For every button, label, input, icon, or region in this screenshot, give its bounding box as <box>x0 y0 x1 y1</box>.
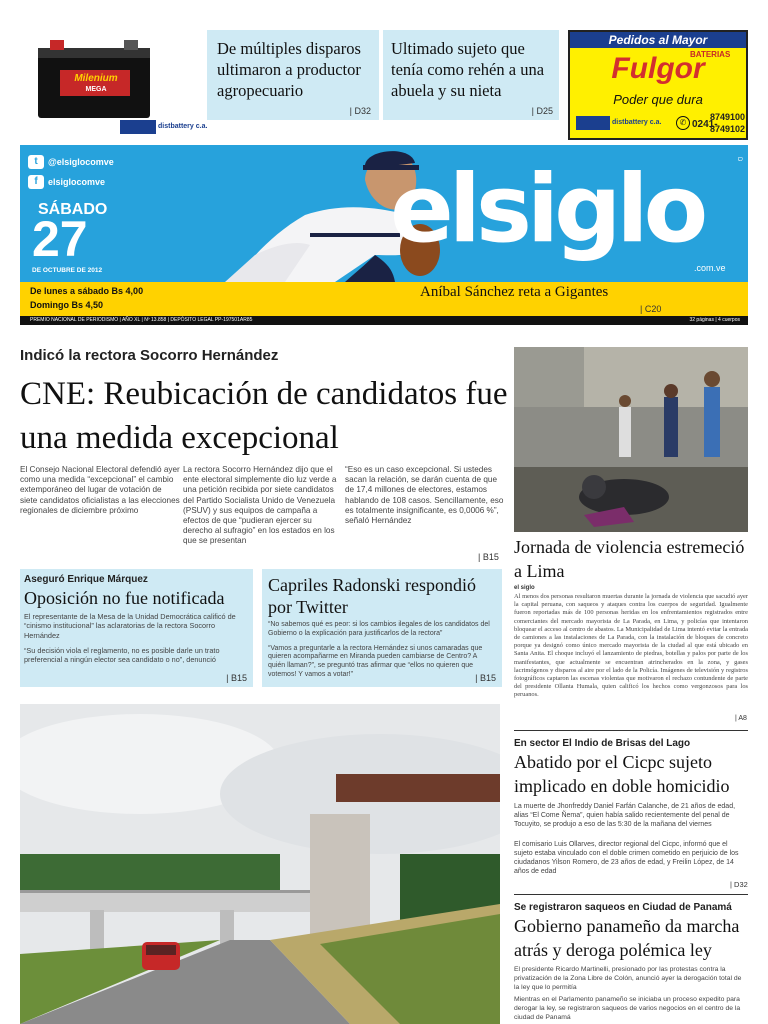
price-sunday: Bs 4,50 <box>71 300 104 310</box>
price-weekday-label: De lunes a sábado <box>30 286 110 296</box>
distbattery-logo <box>576 116 610 130</box>
price-weekday: Bs 4,00 <box>111 286 144 296</box>
fulgor-distributor: distbattery c.a. <box>612 119 662 126</box>
sports-ref: | C20 <box>640 304 662 314</box>
opposition-panel[interactable] <box>20 569 253 687</box>
fulgor-phone-2: 8749102 <box>710 124 746 134</box>
fulgor-brand-sub: BATERIAS <box>690 50 731 59</box>
battery-distributor: distbattery c.a. <box>158 123 208 130</box>
sports-headline[interactable]: Aníbal Sánchez reta a Gigantes <box>420 284 609 300</box>
cicpc-p2: El comisario Luis Ollarves, director regional del Cicpc, informó que el sujeto estaba vinculado con el doble crimen cometido en perjuicio de los ciudadanos Yilson Romero, de 23 años de edad, y Freilin López, de 14 años de edad <box>514 841 739 875</box>
day-number: 27 <box>32 211 88 267</box>
fulgor-phone-1: 8749100 <box>710 112 746 122</box>
black-band <box>20 316 748 325</box>
twitter-handle[interactable]: @elsiglocomve <box>48 157 114 167</box>
opposition-p2: “Su decisión viola el reglamento, no es posible darle un trato preferencial a ningún elector sea candidato o no”, denunció <box>24 645 220 665</box>
lima-ref: | A8 <box>735 715 747 722</box>
main-kicker: Indicó la rectora Socorro Hernández <box>20 347 279 364</box>
fulgor-ad[interactable] <box>568 30 748 140</box>
footer-right: 32 páginas | 4 cuerpos <box>689 317 740 323</box>
battery-sub: MEGA <box>85 86 107 93</box>
battery-brand: Milenium <box>74 73 118 84</box>
lima-title[interactable]: Jornada de violencia estremeció a Lima <box>514 537 745 581</box>
elsiglo-logo: elsiglo <box>390 155 704 264</box>
capriles-title: Capriles Radonski respondió por Twitter <box>268 575 476 617</box>
cicpc-kicker: En sector El Indio de Brisas del Lago <box>514 738 691 749</box>
facebook-icon: f <box>28 175 44 189</box>
opposition-p1: El representante de la Mesa de la Unidad Democrática calificó de “cinismo institucional” las aclaratorias de la rectora Socorro Hernández <box>24 612 236 640</box>
capriles-p1: “No sabemos qué es peor: si los cambios ilegales de los candidatos del Gobierno o la explicación para justificarlos de la rectora” <box>268 621 490 637</box>
teaser-rehen[interactable] <box>383 30 559 120</box>
lima-riot-photo <box>514 347 748 532</box>
cicpc-ref: | D32 <box>730 880 748 889</box>
cap-letter: D <box>736 157 742 162</box>
teaser-ref: | D25 <box>531 106 553 116</box>
lima-byline: el siglo <box>514 585 535 591</box>
teaser-productor[interactable] <box>207 30 379 120</box>
teaser-title: Ultimado sujeto que tenía como rehén a una abuela y su nieta <box>391 39 545 100</box>
capriles-ref: | B15 <box>475 673 496 683</box>
lima-body: Al menos dos personas resultaron muertas durante la jornada de violencia que sacudió ayer la capital peruana, con saqueos y ataques contra los cuerpos de seguridad. Igualmente fueron reportadas más de 100 personas heridas en los enfrentamientos registrados entre comerciantes del mercado mayorista de La Parada, en Lima, y policías que intentaron bloquear el acceso al centro de abastos. La Municipalidad de Lima intentó evitar la entrada de camiones a las instalaciones de La Parada, con la instalación de bloques de concreto porque ya designó como único mercado mayorista de la ciudad al que está ubicado en Santa Anita. El choque incluyó el lanzamiento de piedras, botellas y palos por parte de los manifestantes, que actualmente se encuentran atrincherados en la zona, y gases lacrimógenos y disparos al aire por el lado de la Policía. Imágenes de televisión y registros fotográficos captaron las escenas violentas que motivaron el rechazo contundente de parte del presidente Ollanta Humala, quien calificó los hechos como vergonzosos para los peruanos. <box>514 593 748 699</box>
capriles-p2: “Vamos a preguntarle a la rectora Hernández si unos camaradas que quieren acompañarme en Miranda pueden cambiarse de Centro? A quién llaman?”, se preguntó tras afirmar que “ellos no quieren que votemos! Y vamos a votar!” <box>268 644 483 678</box>
capriles-panel[interactable] <box>262 569 502 687</box>
twitter-icon: t <box>28 155 44 169</box>
highway-bridge-photo <box>20 704 500 1024</box>
main-col-2: La rectora Socorro Hernández dijo que el ente electoral simplemente dio luz verde a una petición recibida por siete candidatos del Partido Socialista Unido de Venezuela (PSUV) y sus equipos de campaña a efectos de que “pudieran ejercer su derecho al sufragio” en los estados en los que se presentan <box>183 465 337 546</box>
cicpc-p1: La muerte de Jhonfreddy Daniel Farfán Calanche, de 21 años de edad, alias “El Come Ñema”, quien había salido recientemente del penal de Tocuyito, se produjo a eso de las 5:30 de la mañana del viernes <box>514 803 736 828</box>
fulgor-brand: Fulgor <box>611 52 705 85</box>
price-sunday-label: Domingo <box>30 300 69 310</box>
opposition-kicker: Aseguró Enrique Márquez <box>24 574 148 585</box>
masthead <box>20 145 748 325</box>
footer-left: PREMIO NACIONAL DE PERIODISMO | AÑO XL | Nº 13.858 | DEPÓSITO LEGAL PP-197501AR85 <box>30 317 253 323</box>
logo-domain: .com.ve <box>694 263 726 273</box>
main-headline[interactable]: CNE: Reubicación de candidatos fue una medida excepcional <box>20 376 508 456</box>
battery-ad[interactable] <box>20 30 208 140</box>
distbattery-logo <box>120 120 156 134</box>
divider <box>514 894 748 895</box>
panama-p1: El presidente Ricardo Martinelli, presionado por las protestas contra la privatización de la Zona Libre de Colón, anunció ayer la derogación total de la ley que lo permitía <box>514 966 742 991</box>
panama-title[interactable]: Gobierno panameño da marcha atrás y deroga polémica ley <box>514 916 740 960</box>
fulgor-tagline: Pedidos al Mayor <box>608 33 708 47</box>
fulgor-phone-prefix: 0241- <box>692 119 718 130</box>
month-year: DE OCTUBRE DE 2012 <box>32 267 103 274</box>
yellow-band <box>20 282 748 316</box>
cicpc-title[interactable]: Abatido por el Cicpc sujeto implicado en doble homicidio <box>514 752 730 796</box>
panama-kicker: Se registraron saqueos en Ciudad de Panamá <box>514 902 732 913</box>
phone-icon: ✆ <box>676 116 690 130</box>
divider <box>514 730 748 731</box>
day-name: SÁBADO <box>38 201 108 218</box>
main-ref: | B15 <box>478 552 499 562</box>
facebook-handle[interactable]: elsiglocomve <box>48 177 106 187</box>
teaser-ref: | D32 <box>349 106 371 116</box>
opposition-title: Oposición no fue notificada <box>24 588 225 608</box>
opposition-ref: | B15 <box>226 673 247 683</box>
main-col-3: “Eso es un caso excepcional. Si ustedes sacan la relación, se darán cuenta de que de 17,4 millones de electores, estamos hablando de 108 casos. Sencillamente, eso es totalmente insignificante, es 0,0006 %”, señaló Hernández <box>345 465 504 526</box>
main-col-1: El Consejo Nacional Electoral defendió ayer como una medida “excepcional” el cambio extemporáneo del lugar de votación de siete candidatos oficialistas a las elecciones regionales de diciembre próximo <box>20 465 180 515</box>
panama-p2: Mientras en el Parlamento panameño se iniciaba un proceso expedito para derogar la ley, se registraron saqueos de varios negocios en el centro de la ciudad de Panamá <box>514 996 741 1021</box>
fulgor-slogan: Poder que dura <box>613 92 703 107</box>
teaser-title: De múltiples disparos ultimaron a productor agropecuario <box>217 39 361 100</box>
